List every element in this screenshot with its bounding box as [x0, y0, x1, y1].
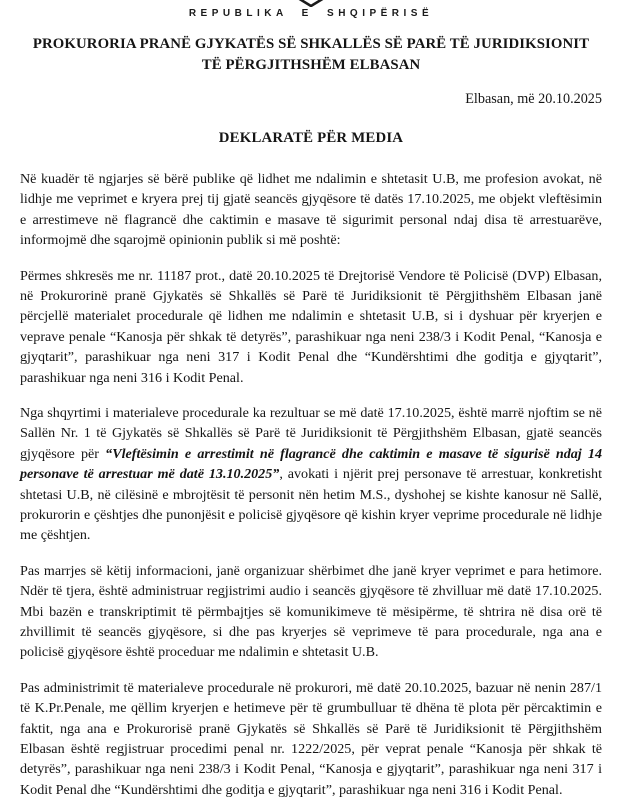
document-title: DEKLARATË PËR MEDIA — [218, 129, 404, 146]
organization-title-line2: TË PËRGJITHSHËM ELBASAN — [201, 57, 421, 74]
paragraph-court-session-quote: “Vleftësimin e arrestimit në flagrancë dhe caktimin e masave të sigurisë ndaj 14 personave të arrestuar më datë 13.10.2025” — [20, 445, 602, 483]
state-emblem-icon — [20, 0, 602, 7]
document-body — [20, 169, 602, 798]
republic-label: REPUBLIKA E SHQIPËRISË — [188, 8, 434, 19]
paragraph-court-session-pre: Nga shqyrtimi i materialeve procedurale ka rezultuar se më datë 17.10.2025, është marrë njoftim se në Sallën Nr. 1 të Gjykatës së Shkallës së Parë të Juridiksionit të Përgjithshëm Elbasan, gjatë seancës gjyqësore për — [20, 404, 602, 462]
organization-title — [20, 34, 602, 77]
paragraph-criminal-proceeding: Pas administrimit të materialeve procedurale në prokurori, më datë 20.10.2025, bazuar në nenin 287/1 të K.Pr.Penale, me qëllim kryerjen e hetimeve për të grumbulluar të dhëna të plota për përcaktimin e faktit, nga ana e Prokurorisë pranë Gjykatës së Shkallës së Parë të Juridiksionit të Përgjithshëm Elbasan është regjistruar procedimi penal nr. 1222/2025, për veprat penale “Kanosja për shkak të detyrës”, parashikuar nga neni 238/3 i Kodit Penal, “Kanosja e gjyqtarit”, parashikuar nga neni 317 i Kodit Penal dhe “Kundërshtimi dhe goditja e gjyqtarit”, parashikuar nga neni 316 i Kodit Penal. — [20, 679, 602, 798]
paragraph-investigative-actions: Pas marrjes së këtij informacioni, janë organizuar shërbimet dhe janë kryer veprimet e para hetimore. Ndër të tjera, është administruar regjistrimi audio i seancës gjyqësore të zhvilluar më datë 17.10.2025. Mbi bazën e transkriptimit të përmbajtjes së komunikimeve të mësipërme, të shtrira në disa orë të zhvillimit të seancës gjyqësore, si dhe pas kryerjes së veprimeve të para procedurale, nga ana e policisë gjyqësore është proceduar me ndalimin e shtetasit U.B. — [20, 562, 602, 661]
organization-title-line1: PROKURORIA PRANË GJYKATËS SË SHKALLËS SË PARË TË JURIDIKSIONIT — [32, 36, 590, 52]
paragraph-intro: Në kuadër të ngjarjes së bërë publike që lidhet me ndalimin e shtetasit U.B, me profesion avokat, në lidhje me veprimet e kryera prej tij gjatë seancës gjyqësore të datës 17.10.2025, me objekt vleftësimin e arrestimeve në flagrancë dhe caktimin e masave të sigurimit personal ndaj disa të arrestuarëve, informojmë dhe sqarojmë opinionin publik si më poshtë: — [20, 170, 602, 249]
paragraph-court-session-post: , avokati i njërit prej personave të arrestuar, konkretisht shtetasi U.B, në cilësinë e mbrojtësit të personit nën hetim M.S., dyshohej se kishte kanosur në Sallë, prokurorin e çështjes dhe punonjësit e policisë gjyqësore që kishin kryer veprime procedurale në lidhje me çështjen. — [20, 466, 602, 544]
dateline: Elbasan, më 20.10.2025 — [465, 90, 602, 107]
document-header — [20, 0, 602, 147]
paragraph-court-session — [20, 403, 602, 546]
paragraph-police-letter: Përmes shkresës me nr. 11187 prot., datë 20.10.2025 të Drejtorisë Vendore të Policisë (DVP) Elbasan, në Prokurorinë pranë Gjykatës së Shkallës së Parë të Juridiksionit të Përgjithshëm Elbasan janë përcjellë materialet procedurale që lidhen me ndalimin e shtetasit U.B, si i dyshuar për kryerjen e veprave penale “Kanosja për shkak të detyrës”, parashikuar nga neni 238/3 i Kodit Penal, “Kanosja e gjyqtarit”, parashikuar nga neni 317 i Kodit Penal dhe “Kundërshtimi dhe goditja e gjyqtarit”, parashikuar nga neni 316 i Kodit Penal. — [20, 267, 602, 386]
